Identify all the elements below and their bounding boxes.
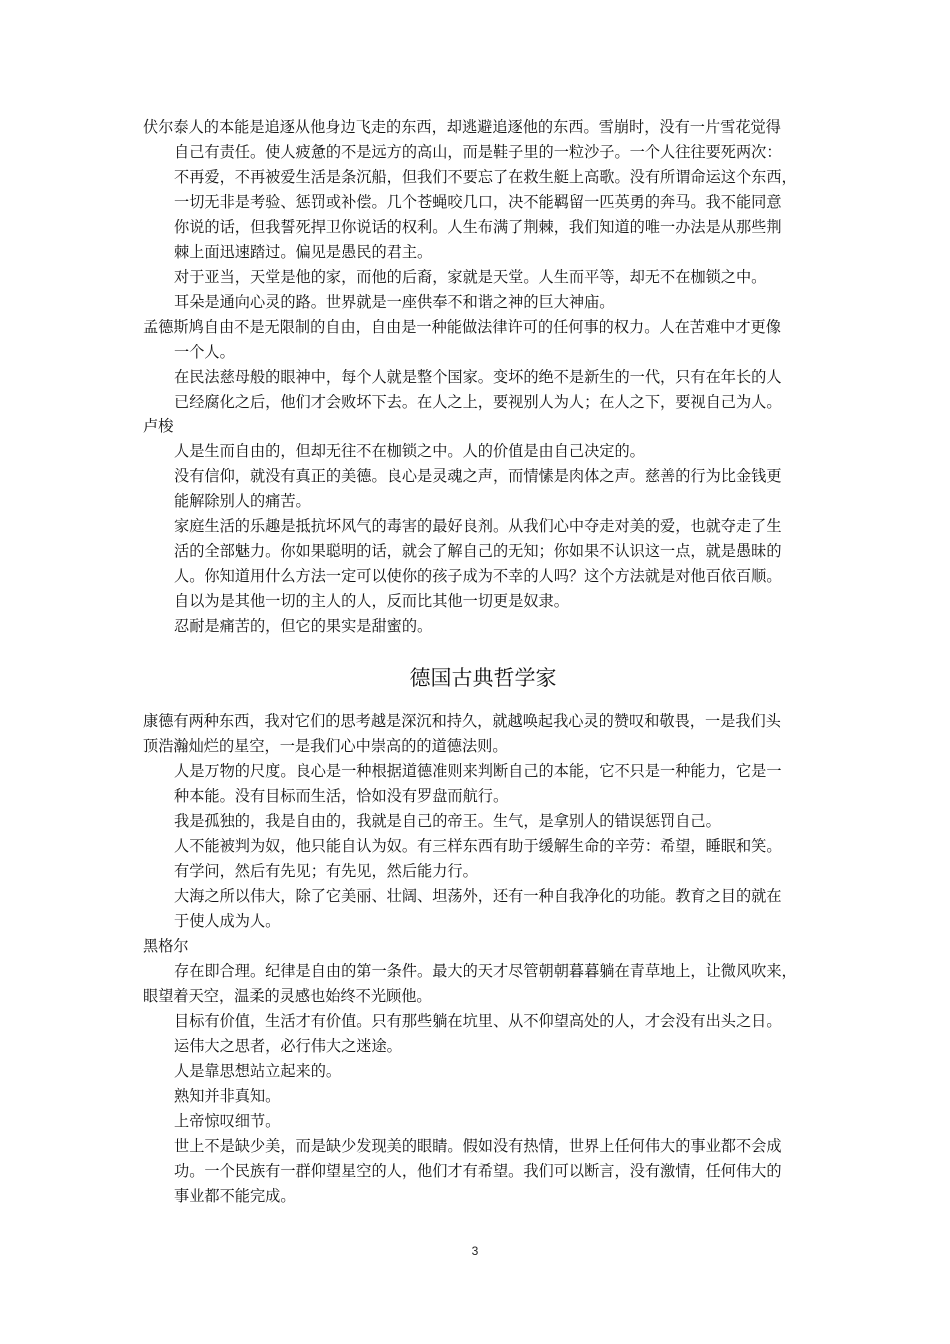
quote-line: 家庭生活的乐趣是抵抗坏风气的毒害的最好良剂。从我们心中夺走对美的爱，也就夺走了生: [174, 517, 782, 535]
quote-line: 熟知并非真知。: [174, 1087, 281, 1105]
philosopher-name: 黑格尔: [143, 937, 189, 955]
quote-line: 忍耐是痛苦的，但它的果实是甜蜜的。: [174, 617, 433, 635]
quote-line: 顶浩瀚灿烂的星空，一是我们心中崇高的的道德法则。: [143, 737, 508, 755]
quote-line: 人是靠思想站立起来的。: [174, 1062, 342, 1080]
quote-line: 自以为是其他一切的主人的人，反而比其他一切更是奴隶。: [174, 592, 569, 610]
quote-line: 人。你知道用什么方法一定可以使你的孩子成为不幸的人吗？这个方法就是对他百依百顺。: [174, 567, 782, 585]
quote-line: [143, 315, 781, 339]
quote-line: 一切无非是考验、惩罚或补偿。几个苍蝇咬几口，决不能羁留一匹英勇的奔马。我不能同意: [174, 193, 782, 211]
quote-line: 运伟大之思者，必行伟大之迷途。: [174, 1037, 402, 1055]
quote-line: 人不能被判为奴，他只能自认为奴。有三样东西有助于缓解生命的辛劳：希望，睡眠和笑。: [174, 837, 782, 855]
quote-text: 人的本能是追逐从他身边飞走的东西，却逃避追逐他的东西。雪崩时，没有一片雪花觉得: [188, 118, 781, 136]
quote-line: 有学问，然后有先见；有先见，然后能力行。: [174, 862, 478, 880]
philosopher-name: 康德: [143, 712, 174, 730]
quote-line: 事业都不能完成。: [174, 1187, 296, 1205]
quote-line: 目标有价值，生活才有价值。只有那些躺在坑里、从不仰望高处的人，才会没有出头之日。: [174, 1012, 782, 1030]
quote-line: 耳朵是通向心灵的路。世界就是一座供奉不和谐之神的巨大神庙。: [174, 293, 615, 311]
quote-line: 一个人。: [174, 343, 235, 361]
quote-line: 棘上面迅速踏过。偏见是愚民的君主。: [174, 243, 433, 261]
quote-line: 活的全部魅力。你如果聪明的话，就会了解自己的无知；你如果不认识这一点，就是愚昧的: [174, 542, 782, 560]
philosopher-name: 伏尔泰: [143, 118, 189, 136]
quote-line: 在民法慈母般的眼神中，每个人就是整个国家。变坏的绝不是新生的一代，只有在年长的人: [174, 368, 782, 386]
quote-line: 于使人成为人。: [174, 912, 281, 930]
quote-line: 对于亚当，天堂是他的家，而他的后裔，家就是天堂。人生而平等，却无不在枷锁之中。: [174, 268, 767, 286]
section-heading: 德国古典哲学家: [409, 666, 557, 690]
quote-line: 我是孤独的，我是自由的，我就是自己的帝王。生气，是拿别人的错误惩罚自己。: [174, 812, 721, 830]
quote-line: 世上不是缺少美，而是缺少发现美的眼睛。假如没有热情，世界上任何伟大的事业都不会成: [174, 1137, 782, 1155]
quote-line: 人是生而自由的，但却无往不在枷锁之中。人的价值是由自己决定的。: [174, 442, 645, 460]
quote-line: 存在即合理。纪律是自由的第一条件。最大的天才尽管朝朝暮暮躺在青草地上，让微风吹来，: [174, 962, 797, 980]
quote-line: 不再爱，不再被爱生活是条沉船，但我们不要忘了在救生艇上高歌。没有所谓命运这个东西，: [174, 168, 797, 186]
quote-line: 你说的话，但我誓死捍卫你说话的权利。人生布满了荆棘，我们知道的唯一办法是从那些荆: [174, 218, 782, 236]
quote-line: 上帝惊叹细节。: [174, 1112, 281, 1130]
philosopher-name: 孟德斯鸠: [143, 318, 204, 336]
quote-line: 能解除别人的痛苦。: [174, 492, 311, 510]
philosopher-name: 卢梭: [143, 417, 174, 435]
quote-text: 自由不是无限制的自由，自由是一种能做法律许可的任何事的权力。人在苦难中才更像: [203, 318, 781, 336]
quote-line: 没有信仰，就没有真正的美德。良心是灵魂之声，而情愫是肉体之声。慈善的行为比金钱更: [174, 467, 782, 485]
quote-line: 功。一个民族有一群仰望星空的人，他们才有希望。我们可以断言，没有激情，任何伟大的: [174, 1162, 782, 1180]
quote-line: 自己有责任。使人疲惫的不是远方的高山，而是鞋子里的一粒沙子。一个人往往要死两次：: [174, 143, 782, 161]
quote-line: 人是万物的尺度。良心是一种根据道德准则来判断自己的本能，它不只是一种能力，它是一: [174, 762, 782, 780]
quote-line: [143, 709, 781, 733]
quote-line: [143, 115, 781, 139]
quote-line: 眼望着天空，温柔的灵感也始终不光顾他。: [143, 987, 432, 1005]
quote-line: 大海之所以伟大，除了它美丽、壮阔、坦荡外，还有一种自我净化的功能。教育之目的就在: [174, 887, 782, 905]
quote-text: 有两种东西，我对它们的思考越是深沉和持久，就越唤起我心灵的赞叹和敬畏，一是我们头: [173, 712, 781, 730]
quote-line: 种本能。没有目标而生活，恰如没有罗盘而航行。: [174, 787, 509, 805]
quote-line: 已经腐化之后，他们才会败坏下去。在人之上，要视别人为人；在人之下，要视自己为人。: [174, 393, 782, 411]
page-number: 3: [471, 1244, 479, 1258]
